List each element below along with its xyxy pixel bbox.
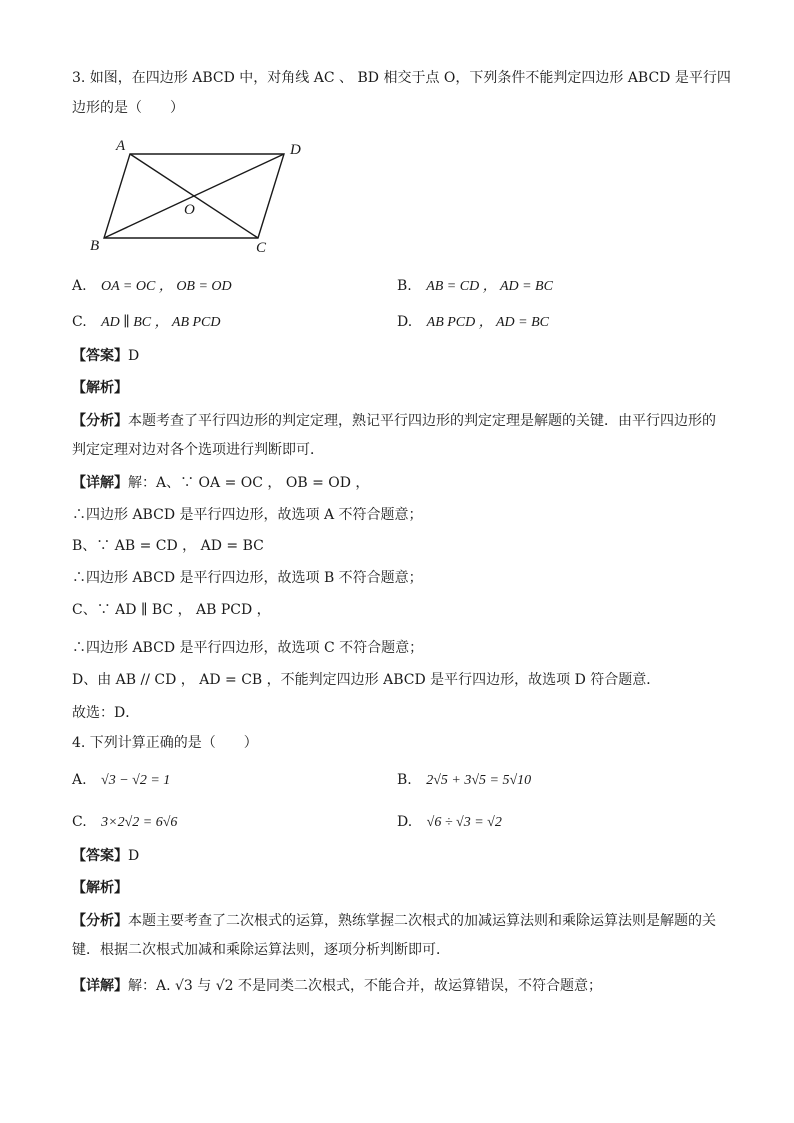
q3-option-c <box>72 312 221 333</box>
q4-fenxi-line1 <box>72 911 716 931</box>
fenxi-text: 本题考查了平行四边形的判定定理，熟记平行四边形的判定定理是解题的关键．由平行四边形的 <box>128 413 716 429</box>
answer-value: D <box>128 348 140 364</box>
q3-detail-line5: C、∵ AD ∥ BC ， AB PCD ， <box>72 602 271 618</box>
q4-analysis-tag <box>72 878 128 898</box>
vertex-label-a: A <box>116 138 126 154</box>
detail-tag: 【详解】 <box>72 978 128 994</box>
option-letter: B. <box>397 278 412 294</box>
q3-option-b <box>397 276 553 297</box>
option-letter: A. <box>72 772 87 788</box>
analysis-tag: 【解析】 <box>72 880 128 896</box>
option-text: 2√5 + 3√5 = 5√10 <box>426 773 532 788</box>
q3-detail-line8: 故选：D． <box>72 705 140 721</box>
option-letter: C. <box>72 314 87 330</box>
analysis-tag: 【解析】 <box>72 380 128 396</box>
option-letter: B. <box>397 772 412 788</box>
detail-tag: 【详解】 <box>72 475 128 491</box>
option-text: √6 ÷ √3 = √2 <box>426 815 502 830</box>
answer-value: D <box>128 848 140 864</box>
center-label-o: O <box>184 202 195 218</box>
option-text: AD ∥ BC ， AB PCD <box>101 315 221 330</box>
option-letter: C. <box>72 814 87 830</box>
q4-fenxi-line2: 键．根据二次根式加减和乘除运算法则，逐项分析判断即可． <box>72 942 450 958</box>
q3-detail-line7: D、由 AB // CD ， AD = CB ，不能判定四边形 ABCD 是平行四边形，故选项 D 符合题意． <box>72 672 661 688</box>
parallelogram-figure <box>88 132 328 262</box>
q3-stem-line1: 3. 如图，在四边形 ABCD 中，对角线 AC 、 BD 相交于点 O，下列条件不能判定四边形 ABCD 是平行四 <box>72 70 731 86</box>
fenxi-tag: 【分析】 <box>72 913 128 929</box>
option-text: OA = OC ， OB = OD <box>101 279 232 294</box>
q4-answer <box>72 846 139 866</box>
q3-detail-line1 <box>72 473 369 493</box>
option-text: 3×2√2 = 6√6 <box>101 815 178 830</box>
fenxi-tag: 【分析】 <box>72 413 128 429</box>
fenxi-text: 本题主要考查了二次根式的运算，熟练掌握二次根式的加减运算法则和乘除运算法则是解题的关 <box>128 913 716 929</box>
option-text: AB = CD ， AD = BC <box>426 279 553 294</box>
option-letter: D. <box>397 314 413 330</box>
q3-fenxi-line1 <box>72 411 716 431</box>
q3-detail-line3: B、∵ AB = CD ， AD = BC <box>72 538 264 554</box>
q3-detail-line4: ∴四边形 ABCD 是平行四边形，故选项 B 不符合题意； <box>72 570 423 586</box>
detail-text: 解：A、∵ OA = OC ， OB = OD ， <box>128 475 370 491</box>
q4-detail-line1 <box>72 976 602 996</box>
option-text: √3 − √2 = 1 <box>101 773 171 788</box>
q4-stem: 4. 下列计算正确的是（ ） <box>72 735 258 751</box>
q4-option-b <box>397 770 531 791</box>
diagonal-bd <box>104 154 284 238</box>
q4-option-c <box>72 812 177 833</box>
vertex-label-c: C <box>256 240 267 256</box>
q3-fenxi-line2: 判定定理对边对各个选项进行判断即可． <box>72 442 324 458</box>
vertex-label-d: D <box>290 142 301 158</box>
answer-tag: 【答案】 <box>72 348 128 364</box>
q4-option-a <box>72 770 170 791</box>
q3-option-a <box>72 276 232 297</box>
q3-stem-line2: 边形的是（ ） <box>72 100 184 116</box>
q3-option-d <box>397 312 549 333</box>
q4-option-d <box>397 812 502 833</box>
q3-detail-line2: ∴四边形 ABCD 是平行四边形，故选项 A 不符合题意； <box>72 507 423 523</box>
q3-detail-line6: ∴四边形 ABCD 是平行四边形，故选项 C 不符合题意； <box>72 640 424 656</box>
vertex-label-b: B <box>90 238 100 254</box>
q3-analysis-tag <box>72 378 128 398</box>
option-letter: A. <box>72 278 87 294</box>
detail-text: 解：A. √3 与 √2 不是同类二次根式，不能合并，故运算错误，不符合题意； <box>128 978 603 994</box>
answer-tag: 【答案】 <box>72 848 128 864</box>
option-letter: D. <box>397 814 413 830</box>
q3-answer <box>72 346 139 366</box>
option-text: AB PCD ， AD = BC <box>426 315 549 330</box>
